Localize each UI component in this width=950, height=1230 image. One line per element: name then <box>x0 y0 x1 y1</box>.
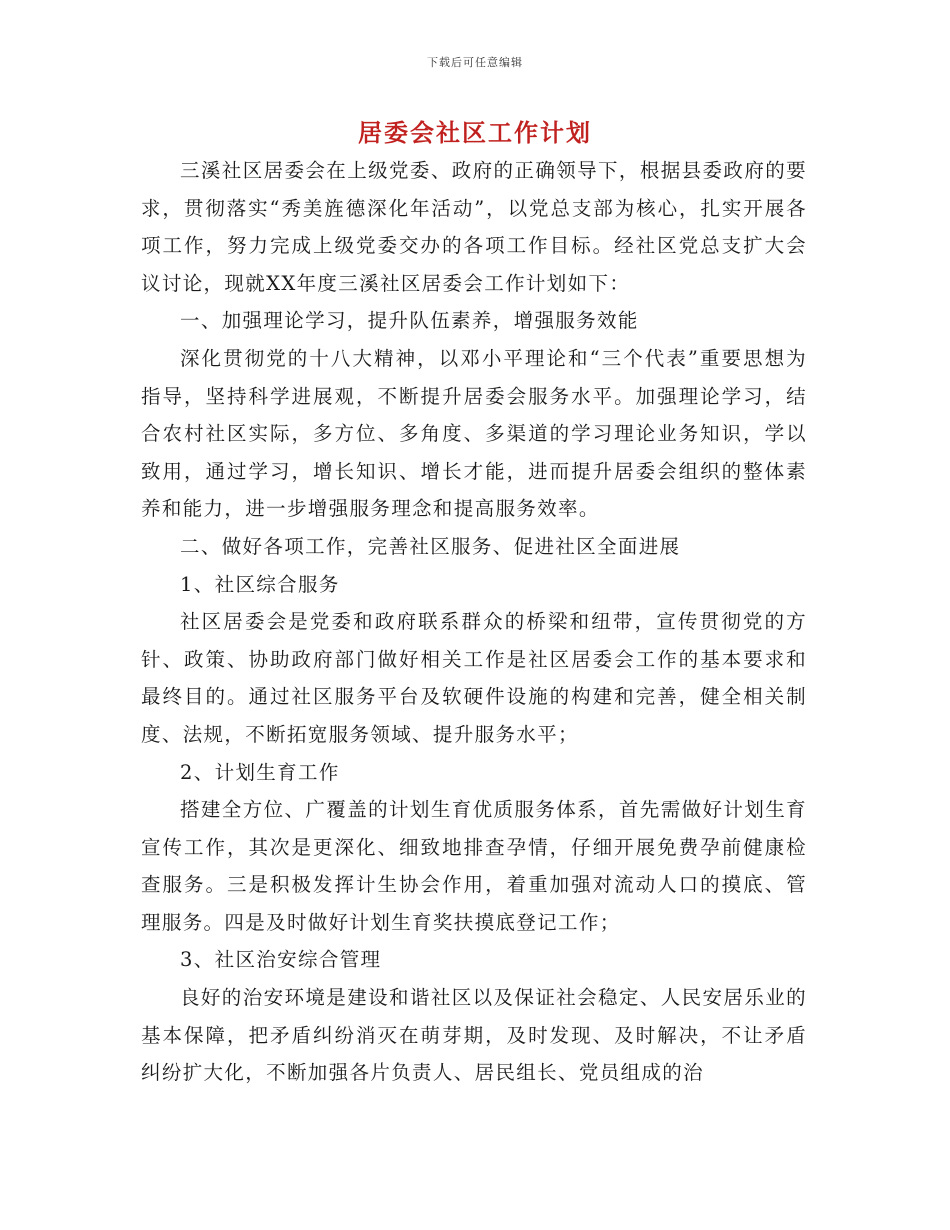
header-note: 下载后可任意编辑 <box>427 56 523 69</box>
paragraph-public-security: 良好的治安环境是建设和谐社区以及保证社会稳定、人民安居乐业的基本保障，把矛盾纠纷消灭在萌芽期，及时发现、及时解决，不让矛盾纠纷扩大化，不断加强各片负责人、居民组长、党员组成的治 <box>141 986 807 1085</box>
section-heading-1: 一、加强理论学习，提升队伍素养，增强服务效能 <box>180 309 639 333</box>
section-heading-2: 二、做好各项工作，完善社区服务、促进社区全面进展 <box>180 534 681 558</box>
paragraph-community-service: 社区居委会是党委和政府联系群众的桥梁和纽带，宣传贯彻党的方针、政策、协助政府部门做好相关工作是社区居委会工作的基本要求和最终目的。通过社区服务平台及软硬件设施的构建和完善，健全相关制度、法规，不断拓宽服务领域、提升服务水平； <box>141 610 807 746</box>
subsection-heading-2: 2、计划生育工作 <box>180 760 340 784</box>
paragraph-family-planning: 搭建全方位、广覆盖的计划生育优质服务体系，首先需做好计划生育宣传工作，其次是更深化、细致地排查孕情，仔细开展免费孕前健康检查服务。三是积极发挥计生协会作用，着重加强对流动人口的摸底、管理服务。四是及时做好计划生育奖扶摸底登记工作； <box>141 798 807 934</box>
subsection-heading-1: 1、社区综合服务 <box>180 572 340 596</box>
paragraph-theory-study: 深化贯彻党的十八大精神，以邓小平理论和“三个代表”重要思想为指导，坚持科学进展观，不断提升居委会服务水平。加强理论学习，结合农村社区实际，多方位、多角度、多渠道的学习理论业务知识，学以致用，通过学习，增长知识、增长才能，进而提升居委会组织的整体素养和能力，进一步增强服务理念和提高服务效率。 <box>141 346 807 521</box>
document-title: 居委会社区工作计划 <box>358 118 592 147</box>
paragraph-intro: 三溪社区居委会在上级党委、政府的正确领导下，根据县委政府的要求，贯彻落实“秀美旌德深化年活动”，以党总支部为核心，扎实开展各项工作，努力完成上级党委交办的各项工作目标。经社区党总支扩大会议讨论，现就XX年度三溪社区居委会工作计划如下： <box>141 159 807 295</box>
document-body <box>141 152 807 1092</box>
subsection-heading-3: 3、社区治安综合管理 <box>180 948 382 972</box>
